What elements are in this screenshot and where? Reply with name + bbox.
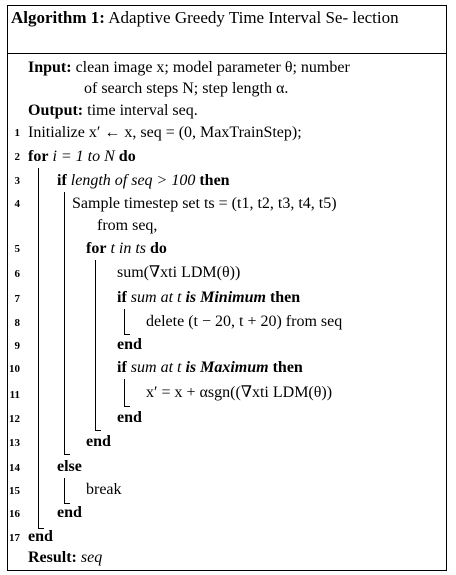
algo-line-1: Initialize x′ ← x, seq = (0, MaxTrainStep);: [28, 124, 302, 141]
algo-line-12: [117, 408, 142, 428]
input-keyword: Input:: [28, 59, 72, 76]
algo-line-4-cont: from seq,: [97, 217, 158, 234]
line-text: sum at t: [130, 359, 182, 376]
algo-line-2: [28, 147, 136, 167]
caption-label: Algorithm 1:: [11, 8, 105, 27]
line-text: i = 1 to N: [52, 148, 115, 165]
keyword: else: [57, 458, 82, 475]
line-number: 8: [14, 317, 20, 329]
keyword: for: [86, 240, 107, 257]
line-number: 14: [9, 462, 20, 474]
algo-line-11: x′ = x + αsgn((∇xti LDM(θ)): [146, 384, 333, 401]
block-rule-end: [95, 430, 101, 431]
algo-line-16: [57, 503, 82, 523]
line-number: 7: [14, 293, 20, 305]
algo-line-3: [57, 171, 230, 191]
result-line: [28, 548, 102, 568]
keyword: then: [269, 289, 301, 306]
output-keyword: Output:: [28, 102, 84, 119]
keyword: end: [117, 409, 142, 426]
line-number: 6: [14, 268, 20, 280]
line-text: t in ts: [110, 240, 146, 257]
keyword: if: [57, 172, 67, 189]
line-number: 2: [14, 151, 20, 163]
caption-divider: [7, 53, 447, 54]
algo-line-6: sum(∇xti LDM(θ)): [117, 264, 241, 281]
caption-title: Adaptive Greedy Time Interval Se- lection: [108, 8, 399, 27]
algorithm-caption: [11, 7, 437, 28]
keyword: if: [117, 359, 127, 376]
output-line: [28, 101, 198, 121]
algo-line-13: [86, 432, 111, 452]
input-line: [28, 58, 350, 78]
line-text: length of seq > 100: [70, 172, 196, 189]
input-line-2: [84, 79, 288, 99]
result-text: seq: [80, 549, 103, 566]
keyword: then: [272, 359, 303, 376]
line-number: 15: [9, 485, 20, 497]
line-number: 5: [14, 243, 20, 255]
line-number: 4: [14, 198, 20, 210]
line-number: 16: [9, 508, 20, 520]
block-rule-if-length: [64, 192, 65, 454]
keyword: end: [86, 433, 111, 450]
block-rule-end: [64, 503, 70, 504]
algo-line-10: [117, 358, 303, 378]
keyword: end: [57, 504, 82, 521]
keyword: is Maximum: [185, 359, 269, 376]
keyword: do: [150, 240, 167, 257]
block-rule-end: [124, 406, 130, 407]
block-rule-if-max: [124, 379, 125, 406]
output-text: time interval seq.: [87, 102, 198, 119]
algo-line-15: break: [86, 481, 122, 498]
block-rule-end: [124, 334, 130, 335]
algo-line-5: [86, 239, 167, 259]
keyword: end: [28, 528, 53, 545]
block-rule-end: [64, 454, 70, 455]
algo-line-7: [117, 288, 300, 308]
algo-line-4: Sample timestep set ts = (t1, t2, t3, t4, t5): [72, 195, 337, 212]
input-text-1: clean image x; model parameter θ; number: [75, 59, 350, 76]
keyword: end: [117, 336, 142, 353]
block-rule-for-outer: [38, 168, 39, 528]
keyword: if: [117, 289, 127, 306]
algo-line-9: [117, 335, 142, 355]
line-number: 11: [9, 389, 20, 401]
keyword: is Minimum: [185, 289, 266, 306]
block-rule-if-min: [124, 309, 125, 334]
algo-line-8: delete (t − 20, t + 20) from seq: [146, 313, 343, 330]
keyword: then: [199, 172, 230, 189]
keyword: do: [118, 148, 136, 165]
block-rule-else: [64, 478, 65, 503]
keyword: for: [28, 148, 49, 165]
line-number: 9: [14, 340, 20, 352]
line-number: 1: [14, 127, 20, 139]
algo-line-14: [57, 457, 82, 477]
line-number: 17: [9, 532, 20, 544]
block-rule-for-inner: [95, 260, 96, 430]
input-text-2: of search steps N; step length α.: [84, 80, 289, 97]
line-number: 3: [14, 175, 20, 187]
algo-line-17: [28, 527, 53, 547]
line-text: sum at t: [130, 289, 182, 306]
result-keyword: Result:: [28, 549, 77, 566]
line-number: 10: [9, 363, 20, 375]
block-rule-end: [38, 528, 44, 529]
line-number: 13: [9, 437, 20, 449]
line-number: 12: [9, 413, 20, 425]
